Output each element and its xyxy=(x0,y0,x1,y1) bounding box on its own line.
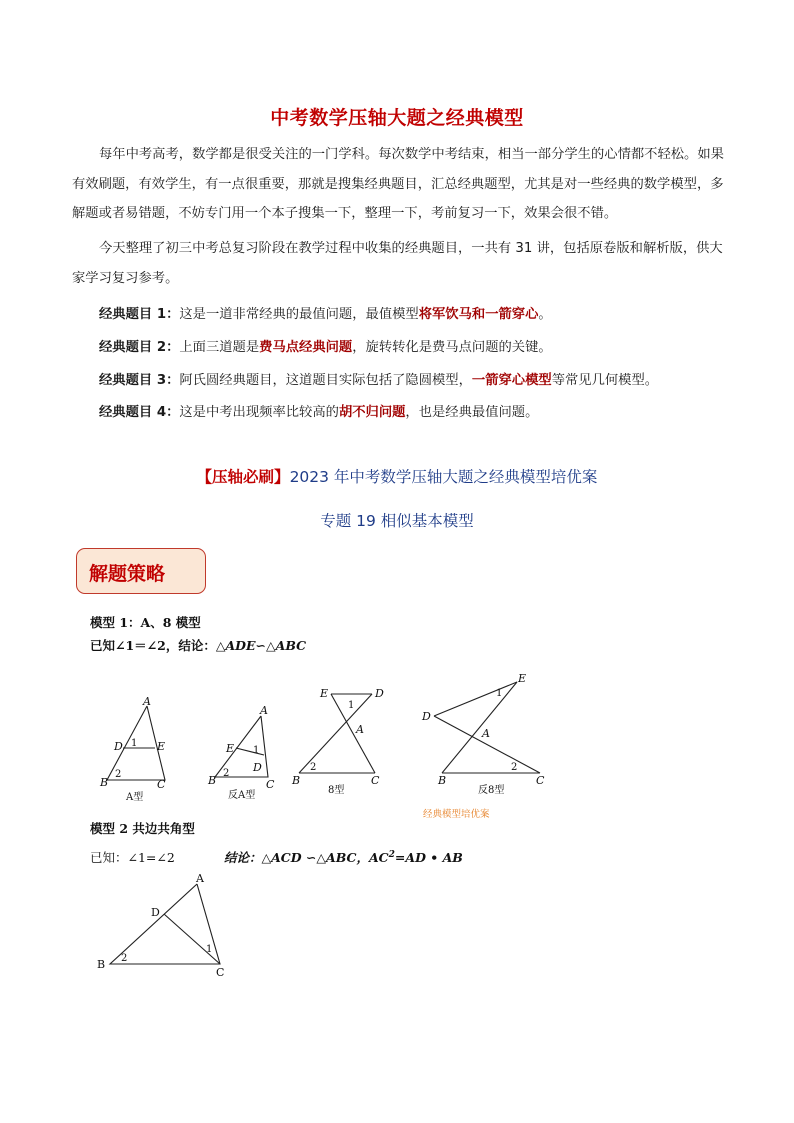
angle-label: 2 xyxy=(115,769,122,780)
model2-condition: 已知：∠1=∠2 xyxy=(90,850,175,865)
pt-label: D xyxy=(151,906,160,919)
pt-label: B xyxy=(292,774,301,787)
angle-label: 1 xyxy=(348,700,355,711)
model2-cd-segment xyxy=(164,914,220,964)
classic-item-3: 经典题目 3：阿氏圆经典题目，这道题目实际包括了隐圆模型，一箭穿心模型等常见几何模型。 xyxy=(99,373,659,388)
angle-label: 1 xyxy=(206,944,213,955)
model1-condition: 已知∠1＝∠2，结论：△ADE∽△ABC xyxy=(90,638,307,653)
angle-label: 2 xyxy=(223,768,230,779)
strategy-box xyxy=(76,548,206,594)
classic-item-1: 经典题目 1：这是一道非常经典的最值问题，最值模型将军饮马和一箭穿心。 xyxy=(99,307,552,322)
pt-label: D xyxy=(375,687,384,700)
model2-title: 模型 2 共边共角型 xyxy=(90,821,195,836)
rev-eight-type-top xyxy=(434,682,517,716)
pt-label: E xyxy=(157,740,166,753)
watermark-text: 经典模型培优案 xyxy=(423,809,490,820)
pt-label: E xyxy=(320,687,329,700)
pt-label: E xyxy=(518,672,527,685)
intro-paragraph-1: 每年中考高考，数学都是很受关注的一门学科。每次数学中考结束，相当一部分学生的心情都不轻松。如果有效刷题，有效学生，有一点很重要，那就是搜集经典题目，汇总经典题型，尤其是对一些经典的数学模型，多解题或者易错题，不妨专门用一个本子搜集一下，整理一下，考前复习一下，效果会很不错。 xyxy=(72,147,724,221)
pt-label: C xyxy=(536,774,545,787)
model2-triangle xyxy=(110,884,220,964)
pt-label: C xyxy=(157,778,166,791)
pt-label: C xyxy=(216,966,225,979)
pt-label: D xyxy=(114,740,123,753)
angle-label: 2 xyxy=(121,953,128,964)
pt-label: B xyxy=(438,774,447,787)
pt-label: C xyxy=(371,774,380,787)
pt-label: E xyxy=(226,742,235,755)
pt-label: B xyxy=(97,958,106,971)
classic-item-4: 经典题目 4：这是中考出现频率比较高的胡不归问题，也是经典最值问题。 xyxy=(99,405,539,420)
pt-label: A xyxy=(143,695,151,708)
page-title: 中考数学压轴大题之经典模型 xyxy=(270,107,524,129)
rev-a-type-de-segment xyxy=(236,748,264,755)
angle-label: 2 xyxy=(511,762,518,773)
pt-label: A xyxy=(196,872,204,885)
pt-label: A xyxy=(482,727,490,740)
model1-figures xyxy=(0,660,794,810)
pt-label: B xyxy=(208,774,217,787)
pt-label: B xyxy=(100,776,109,789)
caption-eight-type: 8型 xyxy=(328,785,345,796)
caption-rev-a-type: 反A型 xyxy=(228,790,256,801)
pt-label: A xyxy=(356,723,364,736)
caption-rev-eight-type: 反8型 xyxy=(478,785,505,796)
classic-item-2: 经典题目 2：上面三道题是费马点经典问题，旋转转化是费马点问题的关键。 xyxy=(99,340,552,355)
topic-subtitle: 专题 19 相似基本模型 xyxy=(320,512,474,530)
angle-label: 1 xyxy=(253,745,260,756)
pt-label: A xyxy=(260,704,268,717)
angle-label: 1 xyxy=(496,688,503,699)
model2-conclusion: 结论：△ACD ∽△ABC，$AC^2=AD$ • AB xyxy=(224,849,463,865)
strategy-label: 解题策略 xyxy=(89,563,166,585)
pt-label: D xyxy=(253,761,262,774)
angle-label: 2 xyxy=(310,762,317,773)
model2-figure xyxy=(0,870,794,980)
intro-paragraph-2: 今天整理了初三中考总复习阶段在教学过程中收集的经典题目，一共有 31 讲，包括原卷版和解析版，供大家学习复习参考。 xyxy=(72,241,723,286)
angle-label: 1 xyxy=(131,738,138,749)
pt-label: C xyxy=(266,778,275,791)
model1-title: 模型 1：A、8 模型 xyxy=(90,615,201,630)
caption-a-type: A型 xyxy=(126,792,144,803)
rev-eight-type-diag1 xyxy=(434,716,540,773)
collection-subtitle: 【压轴必刷】2023 年中考数学压轴大题之经典模型培优案 xyxy=(196,468,598,486)
rev-eight-type-diag2 xyxy=(442,682,517,773)
pt-label: D xyxy=(422,710,431,723)
